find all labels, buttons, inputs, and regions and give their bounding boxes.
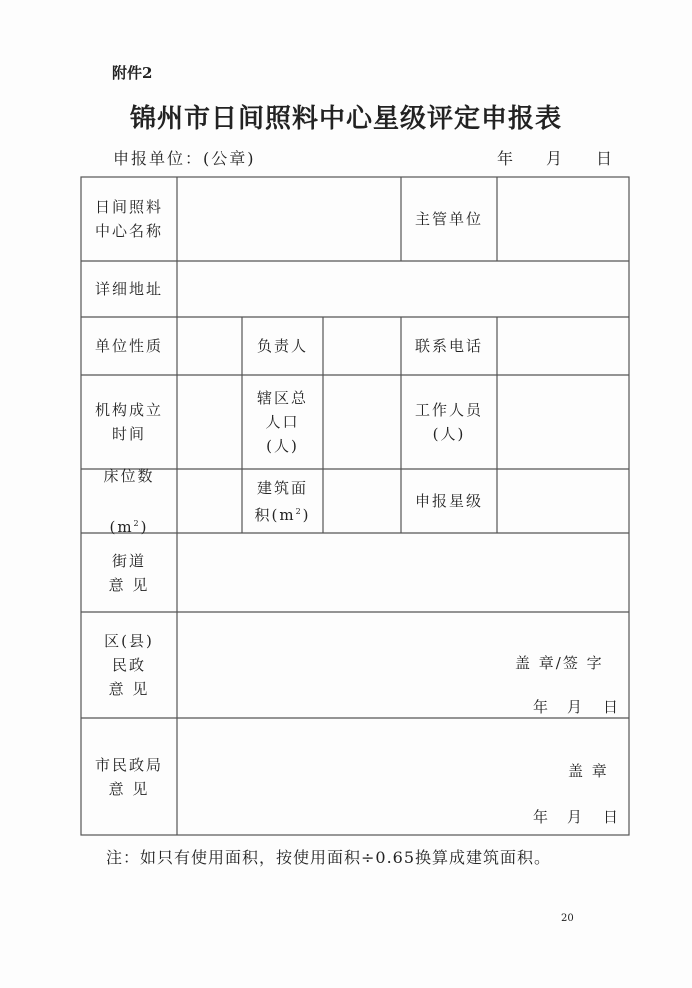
bureau-opinion-label: 市民政局 意 见 bbox=[94, 755, 163, 798]
nature-label: 单位性质 bbox=[94, 337, 163, 355]
bureau-sign-label: 盖 章 bbox=[568, 762, 609, 780]
phone-label: 联系电话 bbox=[414, 337, 483, 355]
beds-unit-close: ) bbox=[140, 517, 149, 536]
staff-field[interactable] bbox=[497, 375, 629, 469]
founding-time-label: 机构成立 时间 bbox=[94, 401, 163, 443]
area-unit-superscript: 2 bbox=[295, 506, 303, 516]
beds-label-cell bbox=[81, 466, 177, 536]
bureau-date-month: 月 bbox=[567, 808, 583, 826]
phone-field[interactable] bbox=[497, 317, 629, 375]
area-label bbox=[254, 476, 310, 527]
rating-field[interactable] bbox=[497, 469, 629, 533]
beds-field[interactable] bbox=[177, 469, 242, 533]
center-name-field[interactable] bbox=[177, 177, 401, 261]
footnote: 注：如只有使用面积，按使用面积÷0.65换算成建筑面积。 bbox=[106, 848, 552, 867]
rating-label: 申报星级 bbox=[414, 492, 483, 510]
district-sign-label: 盖 章/签 字 bbox=[515, 654, 604, 672]
district-opinion-label: 区(县) 民政 意 见 bbox=[104, 632, 154, 698]
area-field[interactable] bbox=[323, 469, 401, 533]
district-population-label: 辖区总 人口 (人) bbox=[256, 389, 308, 455]
beds-unit-text: (m bbox=[109, 517, 134, 536]
attachment-label: 附件2 bbox=[112, 64, 153, 82]
person-in-charge-field[interactable] bbox=[323, 317, 401, 375]
page-number: 20 bbox=[561, 913, 574, 924]
form-title: 锦州市日间照料中心星级评定申报表 bbox=[129, 104, 562, 134]
address-label: 详细地址 bbox=[94, 280, 163, 298]
area-label-text: 建筑面 积(m bbox=[254, 478, 308, 524]
district-population-field[interactable] bbox=[323, 375, 401, 469]
district-date-year: 年 bbox=[533, 698, 549, 716]
center-name-label: 日间照料 中心名称 bbox=[94, 198, 163, 240]
beds-unit-superscript: 2 bbox=[133, 518, 141, 528]
applicant-label: 申报单位：(公章) bbox=[113, 149, 256, 168]
date-year: 年 bbox=[497, 149, 514, 168]
bureau-date-year: 年 bbox=[533, 808, 549, 826]
founding-time-field[interactable] bbox=[177, 375, 242, 469]
area-unit-close: ) bbox=[302, 505, 311, 524]
beds-label: 床位数 bbox=[103, 466, 155, 485]
nature-field[interactable] bbox=[177, 317, 242, 375]
supervisor-label: 主管单位 bbox=[414, 210, 483, 228]
address-field[interactable] bbox=[177, 261, 629, 317]
supervisor-field[interactable] bbox=[497, 177, 629, 261]
street-opinion-field[interactable] bbox=[177, 533, 629, 612]
bureau-date-day: 日 bbox=[603, 808, 619, 826]
date-day: 日 bbox=[596, 149, 613, 168]
staff-label: 工作人员 (人) bbox=[414, 401, 483, 443]
date-month: 月 bbox=[546, 149, 563, 168]
street-opinion-label: 街道 意 见 bbox=[108, 551, 150, 594]
district-date-day: 日 bbox=[603, 698, 619, 716]
area-label-cell bbox=[242, 469, 323, 533]
person-in-charge-label: 负责人 bbox=[256, 337, 308, 355]
district-date-month: 月 bbox=[567, 698, 583, 716]
bureau-opinion-field[interactable] bbox=[177, 718, 629, 835]
